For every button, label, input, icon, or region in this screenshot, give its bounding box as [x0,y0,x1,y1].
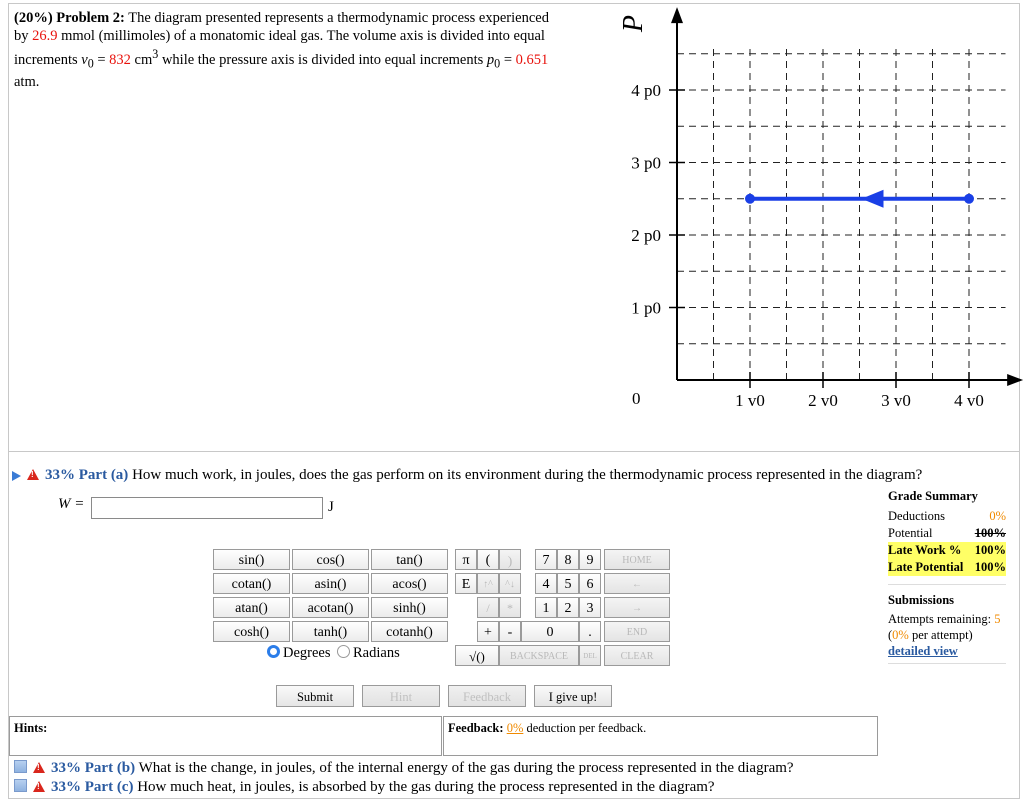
y-tick-label: 2 p0 [631,226,661,245]
key-sqrt[interactable]: √() [455,645,499,666]
key-1[interactable]: 1 [535,597,557,618]
late-work-row [888,542,1006,559]
part-a-header [12,467,922,484]
y-tick-label: 1 p0 [631,298,661,318]
problem-text-3: while the pressure axis is divided into equal increments [161,51,484,68]
key-4[interactable]: 4 [535,573,557,594]
late-potential-row [888,559,1006,576]
key-8[interactable]: 8 [557,549,579,570]
origin-label: 0 [632,389,641,408]
deductions-value: 0% [989,509,1006,523]
key-6[interactable]: 6 [579,573,601,594]
v0-unit-exp: 3 [152,47,159,61]
key-acotan[interactable]: acotan() [292,597,369,618]
per-attempt-pct: 0% [892,628,909,642]
detailed-view-link[interactable]: detailed view [888,644,958,658]
grade-divider-bottom [888,663,1006,664]
key-del[interactable]: DEL [579,645,601,666]
key-down-power[interactable]: ^↓ [499,573,521,594]
part-a-label[interactable]: Part (a) [78,467,129,483]
deductions-row [888,508,1006,525]
key-divide[interactable]: / [477,597,499,618]
p0-symbol: p [486,51,495,68]
v0-sub: 0 [87,56,94,71]
key-2[interactable]: 2 [557,597,579,618]
degrees-radio[interactable] [267,645,280,658]
warning-icon [33,781,45,792]
attempts-info: Attempts remaining: 5 (0% per attempt) detailed view [888,612,1001,658]
part-b-percent: 33% [51,760,81,776]
key-sin[interactable]: sin() [213,549,290,570]
grade-summary-title: Grade Summary [888,489,978,503]
key-tan[interactable]: tan() [371,549,448,570]
key-3[interactable]: 3 [579,597,601,618]
answer-input[interactable] [91,497,323,519]
y-axis-label: P [618,15,649,33]
key-cos[interactable]: cos() [292,549,369,570]
submit-button[interactable]: Submit [276,685,354,707]
hints-label: Hints: [14,721,48,735]
deductions-label: Deductions [888,509,945,523]
potential-row [888,525,1006,542]
part-b-label[interactable]: Part (b) [84,760,136,776]
grade-divider [888,584,1006,585]
key-acos[interactable]: acos() [371,573,448,594]
x-tick-label: 4 v0 [954,391,984,410]
y-tick-label: 3 p0 [631,153,661,173]
warning-icon [27,469,39,480]
key-asin[interactable]: asin() [292,573,369,594]
v0-symbol: v [81,51,88,68]
hints-panel [9,716,442,756]
angle-mode [213,645,453,665]
part-a-percent: 33% [45,467,75,483]
p0-equals: = [503,51,513,68]
potential-value: 100% [974,526,1006,540]
potential-label: Potential [888,526,933,540]
part-c-question: How much heat, in joules, is absorbed by the gas during the process represented in the diagram? [137,779,715,795]
key-cotan[interactable]: cotan() [213,573,290,594]
feedback-text: deduction per feedback. [526,721,647,735]
answer-variable: W = [58,496,85,512]
section-divider [9,451,1019,452]
pv-diagram [580,15,1000,430]
key-cosh[interactable]: cosh() [213,621,290,642]
part-c-header [14,779,715,796]
key-tanh[interactable]: tanh() [292,621,369,642]
key-end[interactable]: END [604,621,670,642]
late-work-value: 100% [974,543,1006,557]
key-sinh[interactable]: sinh() [371,597,448,618]
key-cotanh[interactable]: cotanh() [371,621,448,642]
feedback-label: Feedback: [448,721,504,735]
key-5[interactable]: 5 [557,573,579,594]
problem-statement [14,9,559,91]
collapse-box-icon[interactable] [14,760,27,773]
late-potential-label: Late Potential [888,560,964,574]
key-home[interactable]: HOME [604,549,670,570]
answer-unit: J [328,499,334,515]
key-right-arrow[interactable]: → [604,597,670,618]
key-atan[interactable]: atan() [213,597,290,618]
key-up-power[interactable]: ↑^ [477,573,499,594]
feedback-pct: 0% [506,721,524,735]
grade-summary [888,489,1006,664]
key-clear[interactable]: CLEAR [604,645,670,666]
process-endpoint [964,194,974,204]
x-tick-label: 1 v0 [735,391,765,410]
key-pi[interactable]: π [455,549,477,570]
key-multiply[interactable]: * [499,597,521,618]
radians-option[interactable] [337,645,400,662]
expand-arrow-icon[interactable] [12,471,21,481]
problem-text-2: mmol (millimoles) of a monatomic ideal gas. The volume axis is divided into equal increments [14,28,545,68]
degrees-label: Degrees [283,645,331,661]
feedback-button[interactable]: Feedback [448,685,526,707]
key-e[interactable]: E [455,573,477,594]
process-direction-arrow [862,190,884,208]
p0-unit: atm. [14,73,40,90]
v0-equals: = [97,51,106,68]
key-7[interactable]: 7 [535,549,557,570]
x-tick-label: 2 v0 [808,391,838,410]
late-work-label: Late Work % [888,543,962,557]
problem-text-1: The diagram presented represents a thermodynamic process experienced by [14,10,549,44]
p0-value: 0.651 [515,51,549,68]
part-c-percent: 33% [51,779,81,795]
x-tick-label: 3 v0 [881,391,911,410]
process-endpoint [745,194,755,204]
v0-value: 832 [109,51,131,68]
answer-row [58,496,334,515]
key-lparen[interactable]: ( [477,549,499,570]
y-tick-label: 4 p0 [631,81,661,100]
problem-heading: (20%) Problem 2: [14,10,125,26]
late-potential-value: 100% [974,560,1006,574]
attempts-label: Attempts remaining: [888,612,992,626]
part-c-label[interactable]: Part (c) [84,779,134,795]
v0-unit: cm [134,51,153,68]
collapse-box-icon[interactable] [14,779,27,792]
feedback-panel [443,716,878,756]
key-decimal[interactable]: . [579,621,601,642]
warning-icon [33,762,45,773]
key-plus[interactable]: + [477,621,499,642]
p0-sub: 0 [494,56,501,71]
hint-button[interactable]: Hint [362,685,440,707]
submissions-title: Submissions [888,593,955,607]
key-rparen[interactable]: ) [499,549,521,570]
radians-label: Radians [353,645,400,661]
degrees-option[interactable] [267,645,331,662]
key-9[interactable]: 9 [579,549,601,570]
per-attempt-text: per attempt) [911,628,973,642]
part-a-question: How much work, in joules, does the gas perform on its environment during the thermodynamic process represented in the diagram? [132,467,923,483]
radians-radio[interactable] [337,645,350,658]
part-b-header [14,760,794,777]
key-left-arrow[interactable]: ← [604,573,670,594]
key-minus[interactable]: - [499,621,521,642]
moles-value: 26.9 [32,28,58,44]
attempts-value: 5 [994,612,1001,626]
key-backspace[interactable]: BACKSPACE [499,645,579,666]
give-up-button[interactable]: I give up! [534,685,612,707]
part-b-question: What is the change, in joules, of the internal energy of the gas during the process represented in the diagram? [138,760,794,776]
key-0[interactable]: 0 [521,621,579,642]
